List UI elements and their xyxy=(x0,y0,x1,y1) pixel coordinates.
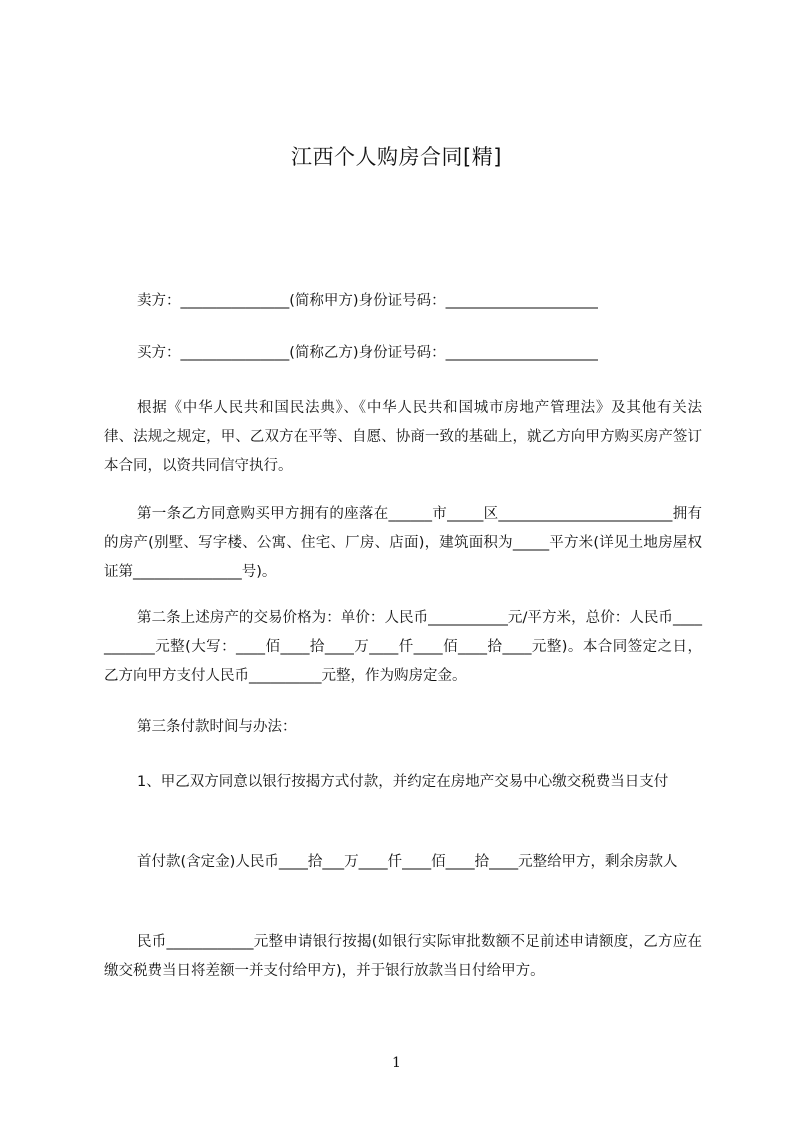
document-title: 江西个人购房合同[精] xyxy=(291,145,502,169)
mortgage-paragraph: 民币____________元整申请银行按揭(如银行实际审批数额不足前述申请额度，乙方应在缴交税费当日将差额一并支付给甲方)，并于银行放款当日付给甲方。 xyxy=(104,934,702,979)
page-number: 1 xyxy=(392,1055,401,1071)
buyer-line: 买方：_______________(简称乙方)身份证号码：_____________________ xyxy=(137,345,598,361)
article-2-paragraph: 第二条上述房产的交易价格为：单价：人民币___________元/平方米，总价：人民币___________元整(大写：____佰____拾____万____仟____佰____拾____元整)。本合同签定之日，乙方向甲方支付人民币__________元整，作为购房定金。 xyxy=(104,610,702,684)
seller-line: 卖方：_______________(简称甲方)身份证号码：_____________________ xyxy=(137,293,598,309)
down-payment-paragraph: 首付款(含定金)人民币____拾___万____仟____佰____拾____元整给甲方，剩余房款人 xyxy=(137,854,678,870)
article-3-heading: 第三条付款时间与办法： xyxy=(137,719,297,735)
article-1-paragraph: 第一条乙方同意购买甲方拥有的座落在______市_____区________________________拥有的房产(别墅、写字楼、公寓、住宅、厂房、店面)，建筑面积为_____平方米(详见土地房屋权证第_______________号)。 xyxy=(104,506,702,580)
preamble-paragraph: 根据《中华人民共和国民法典》、《中华人民共和国城市房地产管理法》及其他有关法律、法规之规定，甲、乙双方在平等、自愿、协商一致的基础上，就乙方向甲方购买房产签订本合同，以资共同信守执行。 xyxy=(104,400,702,474)
payment-clause-1: 1、甲乙双方同意以银行按揭方式付款，并约定在房地产交易中心缴交税费当日支付 xyxy=(137,774,669,790)
